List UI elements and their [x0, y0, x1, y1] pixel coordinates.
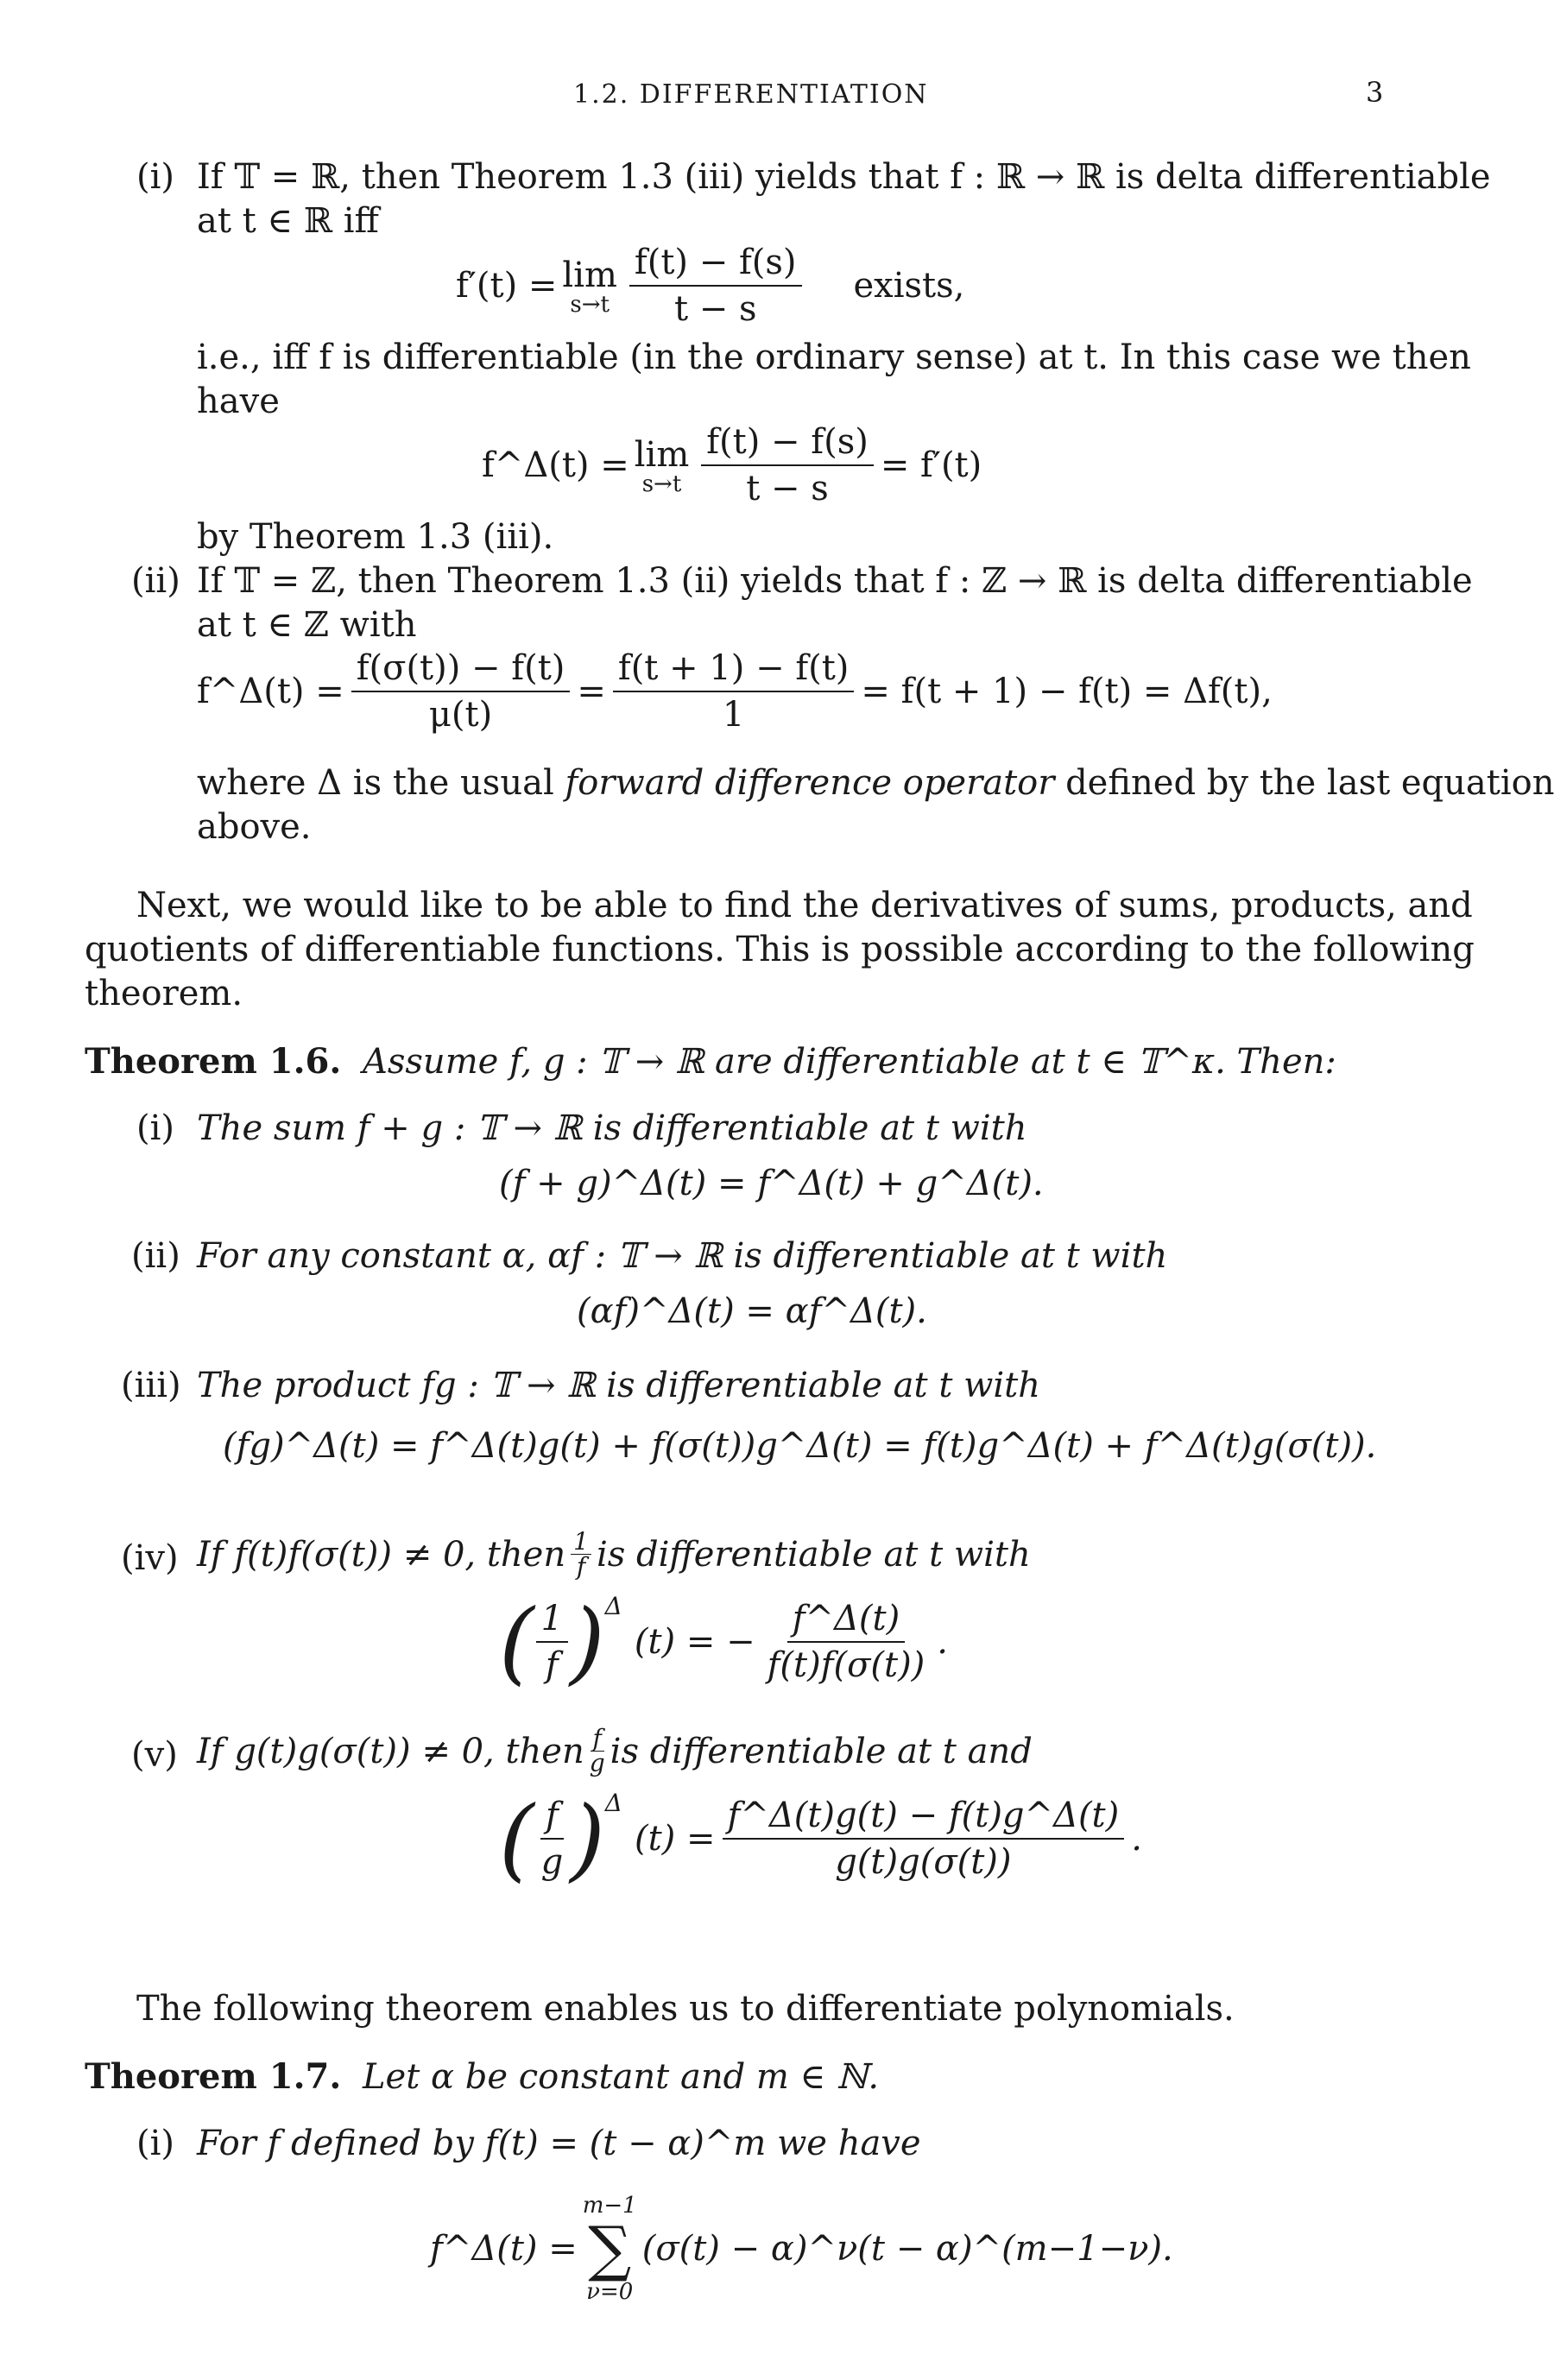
lim-text-2: lim: [634, 435, 690, 475]
eq2-denominator: t − s: [746, 469, 829, 508]
v-delta-superscript: Δ: [604, 1789, 622, 1817]
eqii-fraction-1: [351, 649, 571, 734]
thm16-iii-equation: (fg)^Δ(t) = f^Δ(t)g(t) + f(σ(t))g^Δ(t) = f(t)g^Δ(t) + f^Δ(t)g(σ(t)).: [223, 1426, 1377, 1466]
thm16-label-iv: (iv): [121, 1538, 179, 1578]
iv-delta-superscript: Δ: [604, 1592, 622, 1620]
theorem-1-6-title: Theorem 1.6.: [85, 1041, 342, 1082]
thm16-label-ii: (ii): [131, 1236, 180, 1276]
item-label-ii: (ii): [131, 561, 180, 601]
ex-i-line3: i.e., iff f is differentiable (in the ordinary sense) at t. In this case we then: [197, 338, 1471, 377]
thm16-label-v: (v): [131, 1735, 178, 1775]
v-lparen: (: [499, 1786, 534, 1891]
iv-inline-fraction: [571, 1527, 591, 1581]
thm16-v-equation: [499, 1786, 1142, 1891]
eqii-fraction-2: [613, 649, 855, 734]
sum-lower-limit: ν=0: [586, 2279, 634, 2305]
thm16-iv-equation: [499, 1589, 949, 1695]
thm16-ii-equation: (αf)^Δ(t) = αf^Δ(t).: [577, 1291, 927, 1331]
ex-i-equation-2: [482, 423, 982, 508]
running-title: 1.2. DIFFERENTIATION: [573, 79, 929, 110]
ex-ii-line3: [197, 761, 1554, 805]
v-pre: If g(t)g(σ(t)) ≠ 0, then: [197, 1731, 584, 1771]
v-inline-fraction: [589, 1724, 605, 1777]
thm17-rhs: (σ(t) − α)^ν(t − α)^(m−1−ν).: [641, 2229, 1173, 2269]
ex-ii-line2: at t ∈ ℤ with: [197, 605, 417, 645]
eq1-numerator: f(t) − f(s): [629, 243, 802, 287]
v-rparen: ): [570, 1786, 605, 1891]
iv-post: is differentiable at t with: [596, 1534, 1031, 1575]
iv-pre: If f(t)f(σ(t)) ≠ 0, then: [197, 1534, 566, 1575]
ex-i-equation-1: [456, 243, 964, 328]
eq1-lhs: f′(t) =: [456, 266, 558, 306]
thm16-label-iii: (iii): [121, 1366, 181, 1405]
v-big-den: g: [540, 1842, 564, 1882]
v-big-num: f: [540, 1796, 564, 1840]
thm17-lhs: f^Δ(t) =: [430, 2229, 578, 2269]
sum-upper-limit: m−1: [582, 2193, 637, 2219]
eqii-num2: f(t + 1) − f(t): [613, 649, 855, 692]
ex-ii-line3-pre: where Δ is the usual: [197, 763, 565, 803]
iv-big-den: f: [545, 1645, 559, 1685]
ex-ii-line4: above.: [197, 807, 312, 847]
eqii-den1: μ(t): [428, 695, 493, 735]
ex-ii-line3-post: defined by the last equation: [1054, 763, 1554, 803]
iv-rhs-den: f(t)f(σ(t)): [767, 1645, 925, 1685]
thm17-label-i: (i): [136, 2124, 175, 2163]
theorem-1-7-statement: Let α be constant and m ∈ ℕ.: [362, 2057, 880, 2097]
v-inline-den: g: [589, 1749, 605, 1777]
thm16-iv-text: [197, 1527, 1031, 1581]
v-mid: (t) =: [635, 1819, 716, 1859]
iv-rparen: ): [570, 1589, 605, 1695]
para1-line2: quotients of differentiable functions. This is possible according to the following: [85, 930, 1475, 969]
v-rhs-fraction: [723, 1796, 1125, 1881]
eqii-tail: = f(t + 1) − f(t) = Δf(t),: [861, 672, 1273, 711]
eq1-tail: exists,: [853, 266, 965, 306]
eqii-lhs: f^Δ(t) =: [197, 672, 344, 711]
thm16-i-equation: (f + g)^Δ(t) = f^Δ(t) + g^Δ(t).: [499, 1164, 1044, 1203]
para1-line3: theorem.: [85, 974, 243, 1013]
theorem-1-7-heading: [85, 2055, 879, 2099]
item-label-i: (i): [136, 157, 175, 197]
iv-big-num: 1: [536, 1600, 568, 1643]
limit-operator-2: [635, 436, 690, 495]
eq2-fraction: [701, 423, 874, 508]
ex-i-line1: If 𝕋 = ℝ, then Theorem 1.3 (iii) yields that f : ℝ → ℝ is delta differentiable: [197, 157, 1491, 197]
thm17-i-text: For f defined by f(t) = (t − α)^m we have: [197, 2124, 921, 2163]
sigma-symbol: ∑: [588, 2213, 632, 2284]
ex-i-line5: by Theorem 1.3 (iii).: [197, 517, 554, 557]
iv-rhs-fraction: [762, 1600, 931, 1684]
page-number: 3: [1366, 76, 1384, 109]
iv-mid: (t) = −: [634, 1622, 755, 1662]
v-rhs-num: f^Δ(t)g(t) − f(t)g^Δ(t): [723, 1796, 1125, 1840]
v-inline-num: f: [591, 1727, 604, 1752]
eqii-num1: f(σ(t)) − f(t): [351, 649, 571, 692]
lim-text: lim: [562, 256, 617, 295]
eq2-lhs: f^Δ(t) =: [482, 445, 629, 485]
summation: [583, 2193, 637, 2305]
eq1-fraction: [629, 243, 802, 328]
v-end: .: [1131, 1819, 1142, 1859]
theorem-1-6-statement: Assume f, g : 𝕋 → ℝ are differentiable at t ∈ 𝕋^κ. Then:: [362, 1042, 1336, 1082]
iv-end: .: [937, 1622, 949, 1662]
lim-subscript-2: s→t: [641, 471, 682, 497]
iv-inline-den: f: [576, 1552, 586, 1581]
thm16-v-text: [197, 1724, 1033, 1777]
iv-rhs-num: f^Δ(t): [787, 1600, 906, 1643]
theorem-1-7-title: Theorem 1.7.: [85, 2056, 342, 2097]
iv-lparen: (: [499, 1589, 534, 1695]
v-post: is differentiable at t and: [610, 1731, 1033, 1771]
v-rhs-den: g(t)g(σ(t)): [835, 1842, 1012, 1882]
ex-ii-equation: [197, 649, 1273, 734]
iv-inline-num: 1: [571, 1530, 591, 1555]
thm16-ii-text: For any constant α, αf : 𝕋 → ℝ is differentiable at t with: [197, 1236, 1168, 1276]
v-big-fraction: [536, 1796, 569, 1881]
eq2-rhs: = f′(t): [880, 445, 982, 485]
ex-i-line2: at t ∈ ℝ iff: [197, 201, 379, 241]
ex-ii-line3-italic: forward difference operator: [565, 763, 1055, 803]
para2-line1: The following theorem enables us to differentiate polynomials.: [136, 1989, 1235, 2029]
eqii-equals: =: [577, 672, 606, 711]
theorem-1-6-heading: [85, 1039, 1336, 1084]
thm16-iii-text: The product fg : 𝕋 → ℝ is differentiable at t with: [197, 1366, 1040, 1405]
ex-ii-line1: If 𝕋 = ℤ, then Theorem 1.3 (ii) yields that f : ℤ → ℝ is delta differentiable: [197, 561, 1473, 601]
lim-subscript: s→t: [570, 292, 610, 318]
para1-line1: Next, we would like to be able to find the derivatives of sums, products, and: [136, 886, 1473, 925]
thm16-label-i: (i): [136, 1108, 175, 1148]
eq2-numerator: f(t) − f(s): [701, 423, 874, 466]
iv-big-fraction: [536, 1600, 568, 1684]
thm16-i-text: The sum f + g : 𝕋 → ℝ is differentiable at t with: [197, 1108, 1027, 1148]
eq1-denominator: t − s: [673, 289, 757, 329]
limit-operator: [562, 256, 617, 318]
ex-i-line4: have: [197, 382, 280, 421]
thm17-equation: [430, 2193, 1173, 2305]
eqii-den2: 1: [722, 695, 745, 735]
